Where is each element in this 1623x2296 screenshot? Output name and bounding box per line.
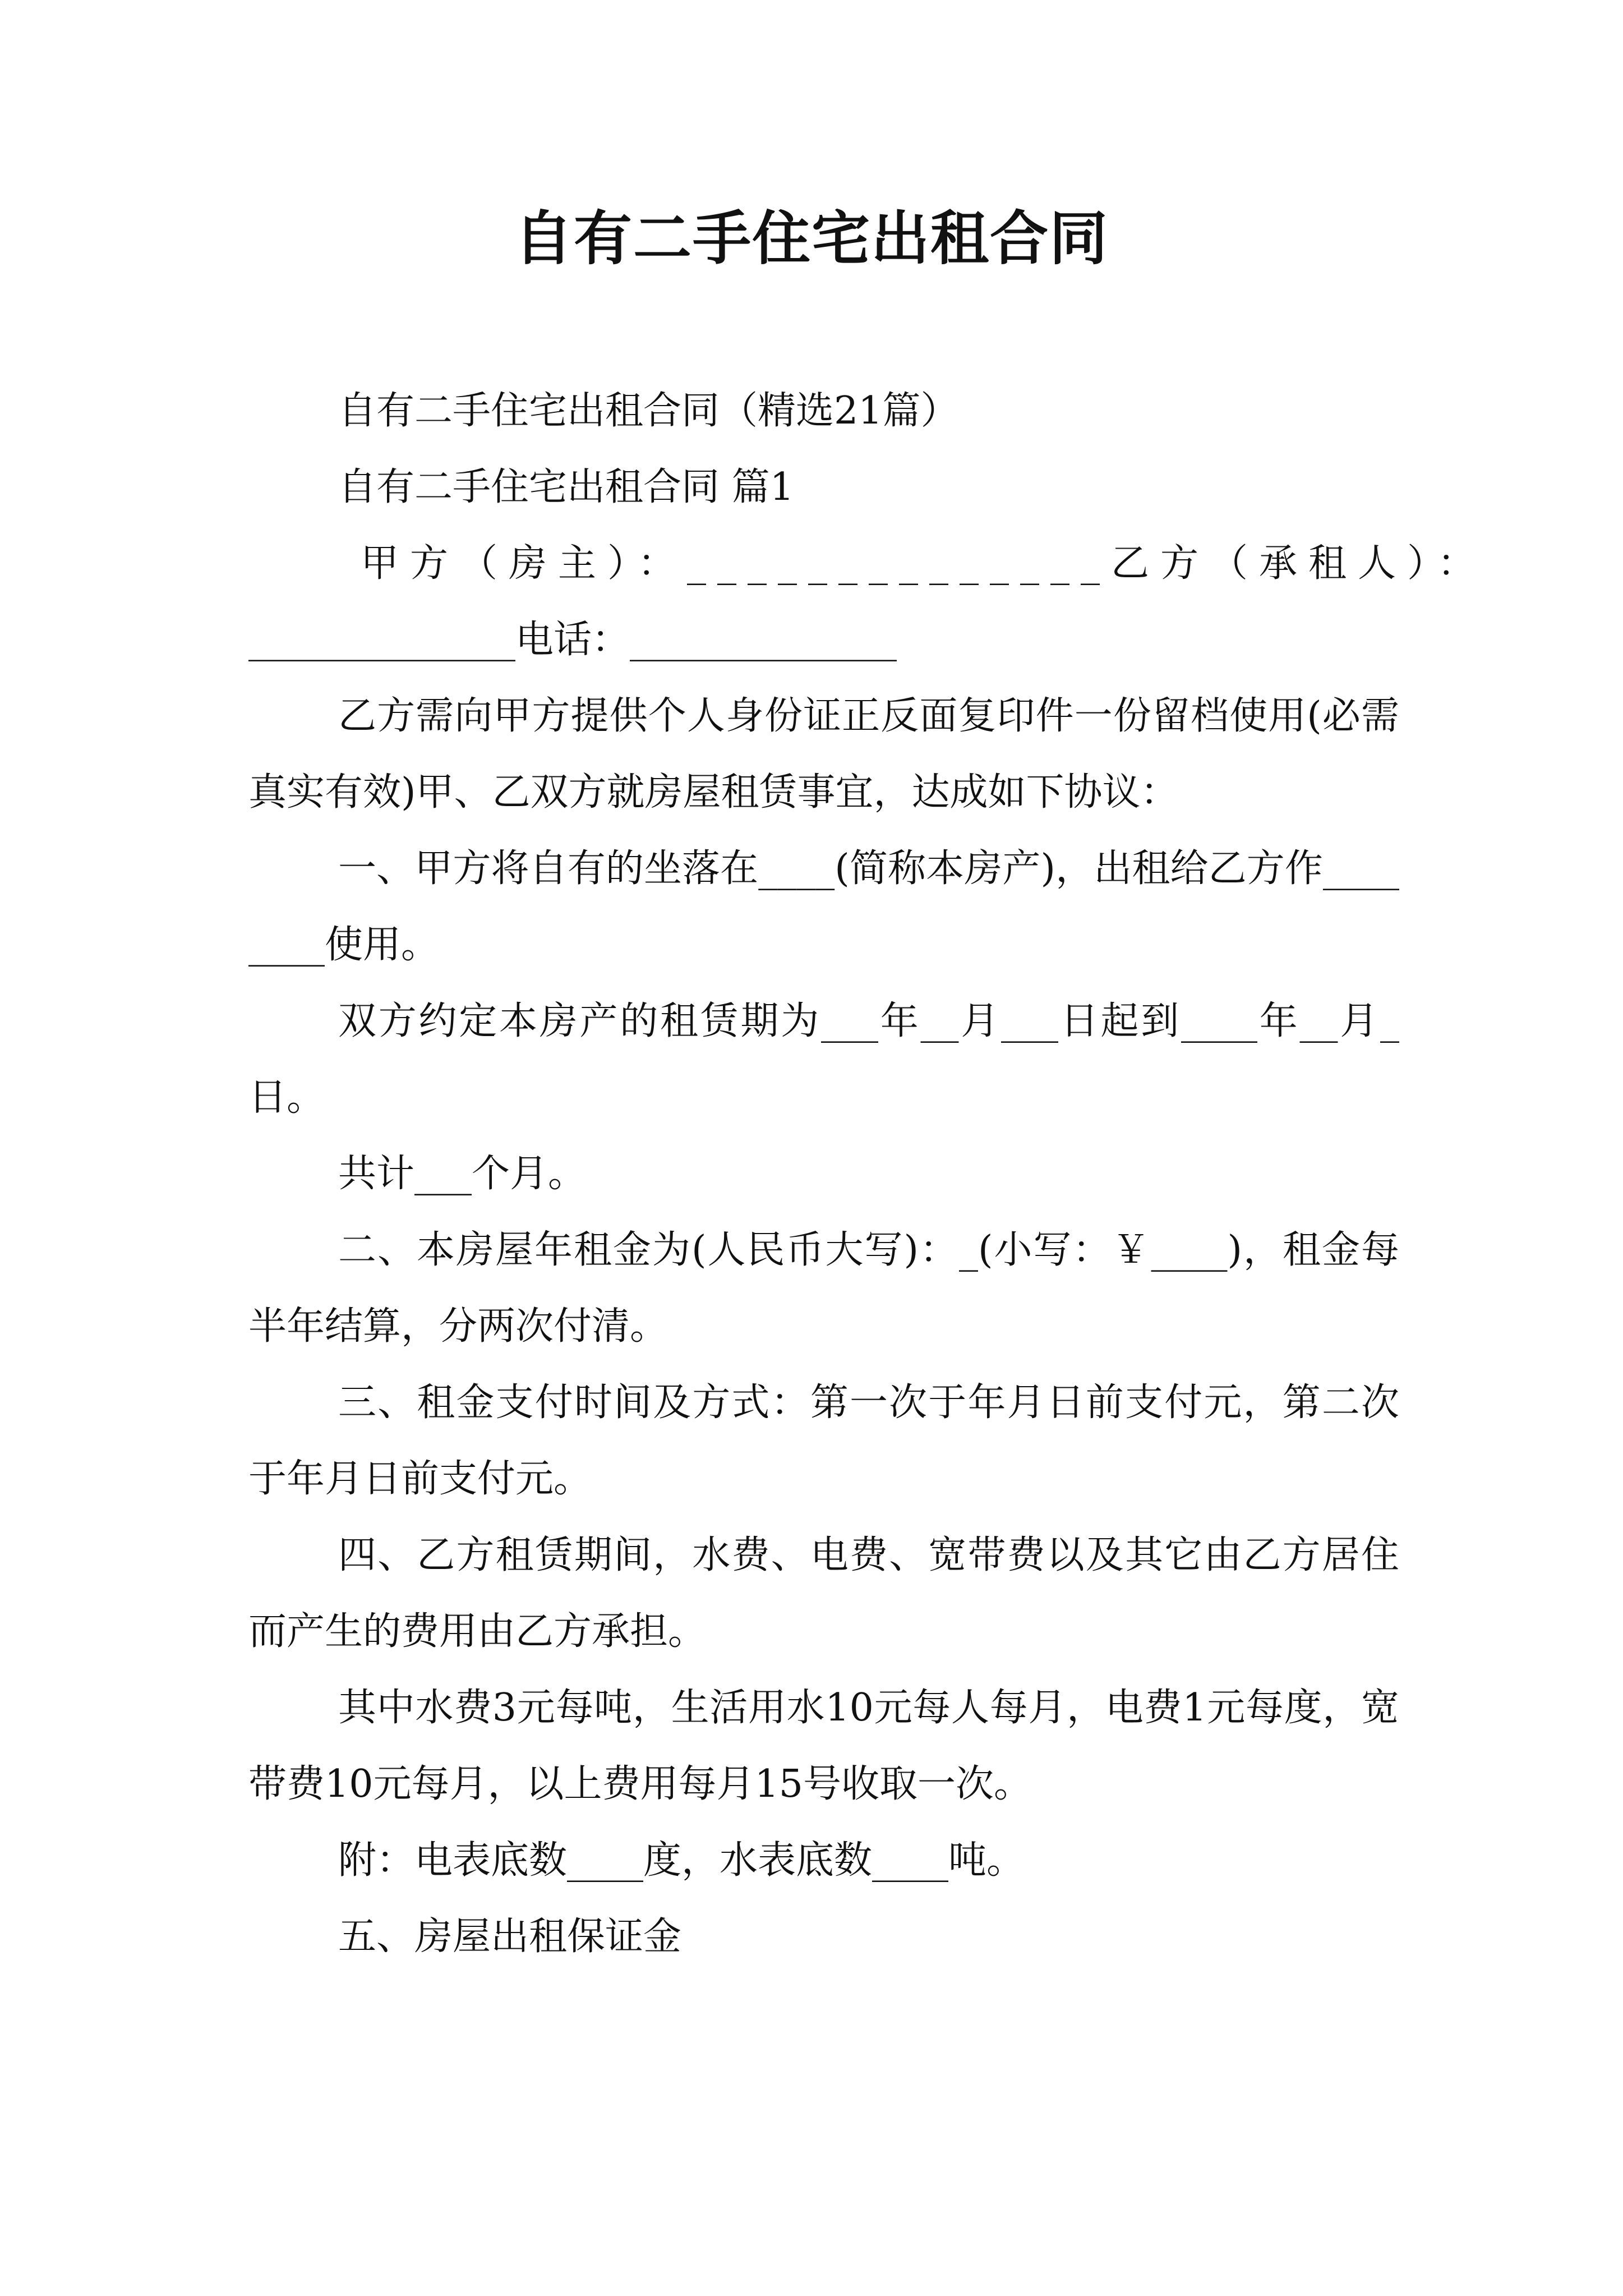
paragraph-id-copy: 乙方需向甲方提供个人身份证正反面复印件一份留档使用(必需真实有效)甲、乙双方就房屋租赁事宜，达成如下协议： (248, 694, 1399, 815)
paragraph-fee-details: 其中水费3元每吨，生活用水10元每人每月，电费1元每度，宽带费10元每月，以上费用每月15号收取一次。 (248, 1686, 1399, 1806)
party-line-phone: ______________电话：______________ (248, 618, 897, 662)
document-title: 自有二手住宅出租合同 (514, 204, 1109, 273)
paragraph-meter-readings: 附：电表底数____度，水表底数____吨。 (338, 1838, 1025, 1883)
paragraph-lease-term: 双方约定本房产的租赁期为___年__月___日起到____年__月_日。 (248, 999, 1399, 1120)
paragraph-clause-4-fees: 四、乙方租赁期间，水费、电费、宽带费以及其它由乙方居住而产生的费用由乙方承担。 (248, 1533, 1399, 1654)
document-body (248, 373, 1487, 1975)
paragraph-clause-5-deposit: 五、房屋出租保证金 (338, 1915, 682, 1959)
paragraph-clause-2-rent: 二、本房屋年租金为(人民币大写)：_(小写：￥____)，租金每半年结算，分两次付清。 (248, 1228, 1399, 1349)
section-heading: 自有二手住宅出租合同 篇1 (338, 465, 794, 509)
document-subtitle: 自有二手住宅出租合同（精选21篇） (338, 389, 959, 433)
party-line-landlord-tenant: 甲方（房主）：______________乙方（承租人）： (361, 541, 1487, 586)
paragraph-total-months: 共计___个月。 (338, 1152, 587, 1196)
paragraph-clause-1: 一、甲方将自有的坐落在____(简称本房产)，出租给乙方作________使用。 (248, 846, 1399, 967)
paragraph-clause-3-payment: 三、租金支付时间及方式：第一次于年月日前支付元，第二次于年月日前支付元。 (248, 1381, 1399, 1501)
